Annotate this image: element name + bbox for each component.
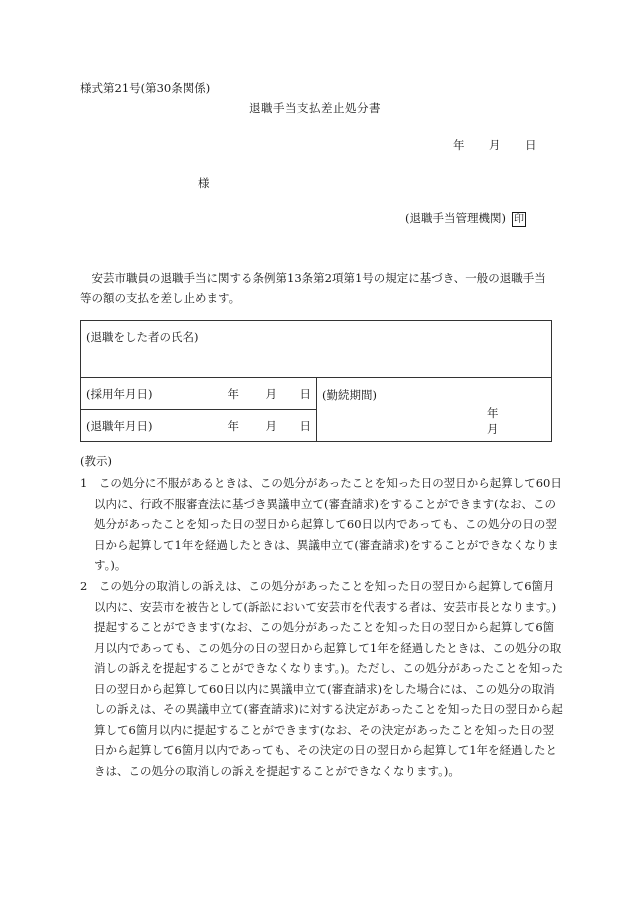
retire-date-cell bbox=[81, 410, 317, 442]
issuer-label: (退職手当管理機関) bbox=[405, 211, 506, 225]
info-table bbox=[80, 320, 552, 442]
date-year: 年 bbox=[453, 138, 465, 152]
date-day: 日 bbox=[525, 138, 537, 152]
retire-date-label: (退職年月日) bbox=[86, 418, 153, 433]
retire-day: 日 bbox=[299, 418, 311, 433]
hire-year: 年 bbox=[227, 386, 239, 401]
hire-month: 月 bbox=[265, 386, 277, 401]
tenure-months: 月 bbox=[487, 422, 499, 436]
seal-mark: 印 bbox=[513, 213, 524, 225]
hire-date-cell bbox=[81, 378, 317, 410]
hire-day: 日 bbox=[299, 386, 311, 401]
hire-date-label: (採用年月日) bbox=[86, 386, 153, 401]
document-title: 退職手当支払差止処分書 bbox=[249, 101, 381, 115]
name-label: (退職をした者の氏名) bbox=[86, 330, 199, 344]
date-month: 月 bbox=[489, 138, 501, 152]
form-number: 様式第21号(第30条関係) bbox=[80, 81, 211, 95]
name-cell bbox=[81, 321, 552, 378]
body-text: 安芸市職員の退職手当に関する条例第13条第2項第1号の規定に基づき、一般の退職手当等の額の支払を差し止めます。 bbox=[80, 271, 546, 305]
retire-month: 月 bbox=[265, 418, 277, 433]
note-item: 1 この処分に不服があるときは、この処分があったことを知った日の翌日から起算して60日以内に、行政不服審査法に基づき異議申立て(審査請求)をすることができます(なお、この処分があったことを知った日の翌日から起算して60日以内であっても、この処分の日の翌日から起算して1年を経過したときは、異議申立て(審査請求)をすることができなくなります。)。 bbox=[80, 476, 562, 572]
notes-heading: (教示) bbox=[80, 454, 112, 468]
note-item: 2 この処分の取消しの訴えは、この処分があったことを知った日の翌日から起算して6箇月以内に、安芸市を被告として(訴訟において安芸市を代表する者は、安芸市長となります。)提起することができます(なお、この処分があったことを知った日の翌日から起算して6箇月以内であっても、この処分の日の翌日から起算して1年を経過したときは、この処分の取消しの訴えを提起することができなくなります。)。ただし、この処分があったことを知った日の翌日から起算して60日以内に異議申立て(審査請求)をした場合には、この処分の取消しの訴えは、その異議申立て(審査請求)に対する決定があったことを知った日の翌日から起算して6箇月以内に提起することができます(なお、その決定があったことを知った日の翌日から起算して6箇月以内であっても、その決定の日の翌日から起算して1年を経過したときは、この処分の取消しの訴えを提起することができなくなります。)。 bbox=[80, 579, 564, 778]
date-line bbox=[453, 137, 537, 153]
addressee-suffix: 様 bbox=[198, 176, 210, 190]
tenure-years: 年 bbox=[487, 406, 499, 420]
issuer-line bbox=[405, 210, 526, 227]
retire-year: 年 bbox=[227, 418, 239, 433]
tenure-label: (勤続期間) bbox=[322, 388, 377, 402]
tenure-cell bbox=[317, 378, 552, 442]
